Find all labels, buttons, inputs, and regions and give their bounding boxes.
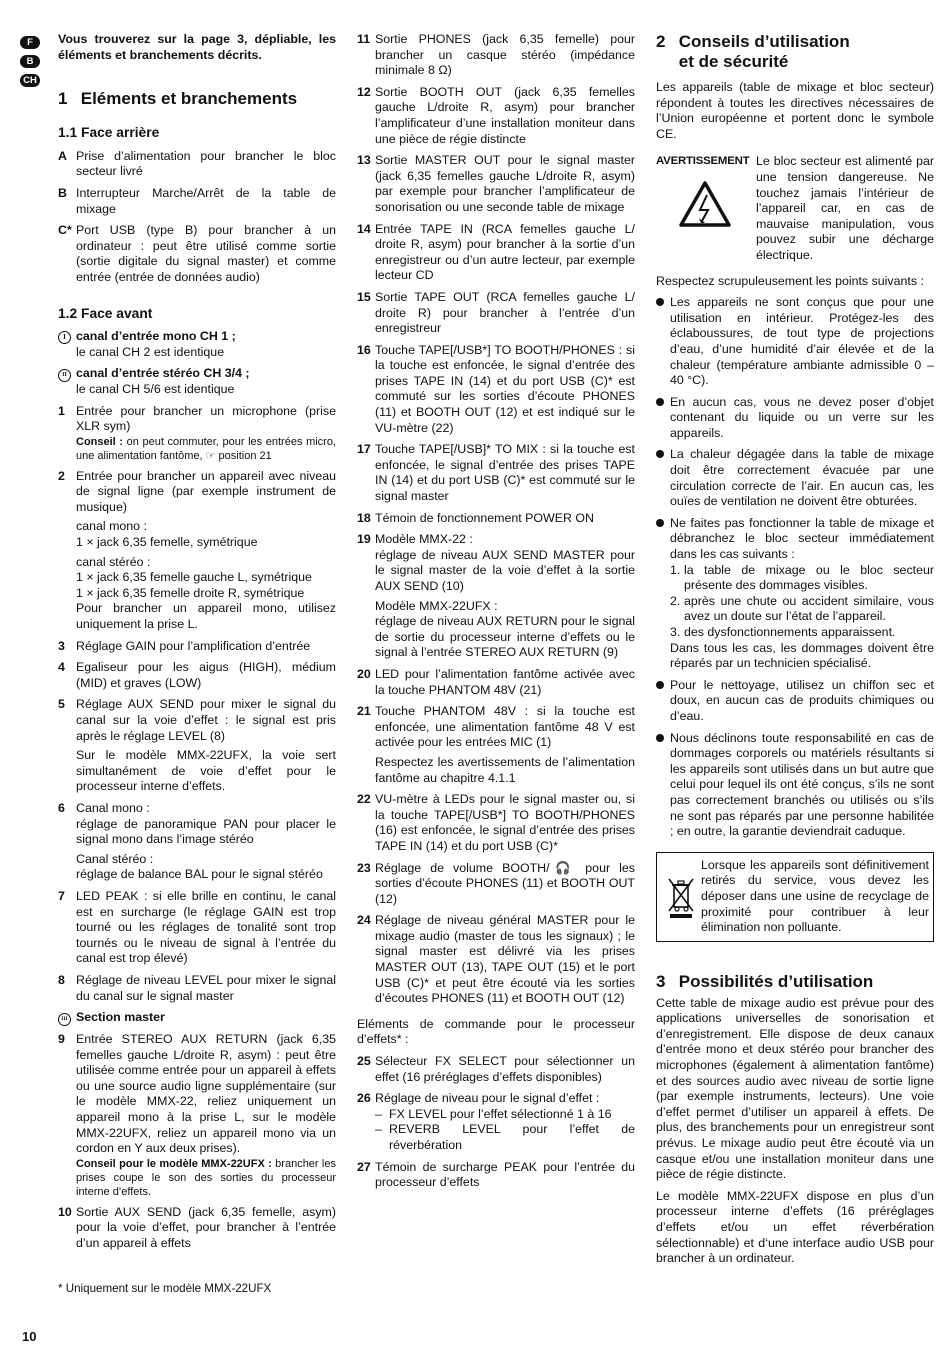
front-item-12: 12 Sortie BOOTH OUT (jack 6,35 femelles gauche L/droite R, asym) pour brancher l’amplificateur d’une installation moniteur dans une pièce de régie distincte [357, 84, 635, 146]
safety-bullet-4: Ne faites pas fonctionner la table de mixage et débranchez le bloc secteur immédiatement dans les cas suivants : 1. la table de mixage ou le bloc secteur présente des dommages visibles. 2. après une chute ou accident similaire, vous avez un doute sur l’état de l’appareil. 3. des dysfonctionnements apparaissent. Dans tous les cas, les dommages doivent être réparés par un technicien spécialisé. [656, 516, 934, 672]
front-item-2: 2 Entrée pour brancher un appareil avec niveau de signal ligne (par exemple instrument de musique) canal mono : 1 × jack 6,35 femelle, symétrique canal stéréo : 1 × jack 6,35 femelle gauche L, symétrique 1 × jack 6,35 femelle droite R, symétrique Pour brancher un appareil mono, utilisez uniquement la prise L. [58, 468, 336, 632]
rear-item-b: B Interrupteur Marche/Arrêt de la table de mixage [58, 185, 336, 216]
section-1-2-heading: 1.2 Face avant [58, 305, 153, 321]
front-item-15: 15 Sortie TAPE OUT (RCA femelles gauche L/ droite R) pour brancher à l’entrée d’un enregistreur [357, 289, 635, 336]
warning-box [656, 154, 934, 263]
section-3-paragraph-2: Le modèle MMX-22UFX dispose en plus d’un processeur interne d’effets (16 préréglages d’effets et/ou un effet réverbération sélectionnable) et d‘une interface audio USB pour brancher à un ordinateur. [656, 1188, 934, 1266]
front-item-3: 3 Réglage GAIN pour l’amplification d’entrée [58, 638, 311, 653]
section-3-heading [656, 972, 934, 992]
dash-item: – FX LEVEL pour l’effet sélectionné 1 à 16 [375, 1106, 612, 1121]
section-2-heading [656, 32, 934, 72]
column-3 [656, 32, 934, 1273]
fx-intro: Eléments de commande pour le processeur d’effets* : [357, 1016, 635, 1047]
language-tab-f: F [20, 36, 40, 49]
language-tab-ch: CH [20, 74, 40, 87]
respect-text: Respectez scrupuleusement les points suivants : [656, 273, 924, 288]
section-2-title: Conseils d’utilisation [678, 32, 850, 51]
front-item-18: 18 Témoin de fonctionnement POWER ON [357, 510, 594, 525]
front-item-6: 6 Canal mono : réglage de panoramique PAN pour placer le signal mono dans l’image stéréo Canal stéréo : réglage de balance BAL pour le signal stéréo [58, 800, 336, 882]
item-1-note: Conseil : on peut commuter, pour les entrées micro, une alimentation fantôme, ☞ position 21 [76, 435, 337, 462]
warning-label: AVERTISSEMENT [656, 155, 750, 168]
safety-bullet-5: Pour le nettoyage, utilisez un chiffon sec et doux, en aucun cas de produits chimiques ou d’eau. [656, 678, 934, 725]
front-item-5: 5 Réglage AUX SEND pour mixer le signal du canal sur la voie d’effet : le signal est pris après le réglage LEVEL (8) Sur le modèle MMX-22UFX, la voie sert simultanément de voie d’effet pour le processeur interne d’effets. [58, 697, 336, 794]
front-item-7: 7 LED PEAK : si elle brille en continu, le canal est en surcharge (le réglage GAIN est trop tourné ou les réglages de tonalité sont trop tournés ou le niveau de signal à l’entrée du canal est trop élevé) [58, 888, 336, 966]
language-tabs [20, 36, 40, 93]
dash-item: – REVERB LEVEL pour l’effet de réverbération [375, 1122, 635, 1152]
front-item-10: 10 Sortie AUX SEND (jack 6,35 femelle, asym) pour la voie d’effet, pour brancher à l’entrée d’un appareil à effets [58, 1204, 336, 1251]
front-item-22: 22 VU-mètre à LEDs pour le signal master ou, si la touche TAPE[/USB*] TO BOOTH/PHONES (16) est enfoncée, le signal d’entrée des prises TAPE IN (14) et du port USB (C)* [357, 792, 635, 853]
front-item-8: 8 Réglage de niveau LEVEL pour mixer le signal du canal sur le signal master [58, 972, 336, 1003]
section-1-1-heading: 1.1 Face arrière [58, 125, 160, 141]
front-item-27: 27 Témoin de surcharge PEAK pour l’entrée du processeur d’effets [357, 1159, 635, 1190]
footnote: * Uniquement sur le modèle MMX-22UFX [58, 1282, 272, 1295]
front-item-26: 26 Réglage de niveau pour le signal d’effet : – FX LEVEL pour l’effet sélectionné 1 à 16 – REVERB LEVEL pour l’effet de réverbération [357, 1091, 635, 1152]
section-2-number: 2 [656, 32, 666, 51]
front-item-4: 4 Egaliseur pour les aigus (HIGH), médium (MID) et graves (LOW) [58, 660, 336, 690]
roman-1-icon: I [58, 331, 71, 344]
column-2 [357, 32, 635, 1197]
section-2-title-line2: et de sécurité [678, 52, 789, 71]
front-item-25: 25 Sélecteur FX SELECT pour sélectionner un effet (16 préréglages d’effets disponibles) [357, 1054, 635, 1084]
group-mono-channel: I canal d’entrée mono CH 1 ; le canal CH 2 est identique [58, 329, 336, 360]
list-item: 2. après une chute ou accident similaire, vous avez un doute sur l’état de l’appareil. [670, 593, 934, 624]
intro-text: Vous trouverez sur la page 3, dépliable, les éléments et branchements décrits. [58, 32, 336, 62]
rear-item-c: C* Port USB (type B) pour brancher à un ordinateur : peut être utilisé comme sortie (sortie digitale du signal master) et comme entrée (entrée de données audio) [58, 223, 336, 284]
front-item-14: 14 Entrée TAPE IN (RCA femelles gauche L/ droite R, asym) pour brancher à la sortie d’un enregistreur ou d’un autre lecteur, par exemple lecteur CD [357, 221, 635, 283]
safety-bullet-6: Nous déclinons toute responsabilité en cas de dommages corporels ou matériels résultants si les appareils sont utilisés dans un but autre que celui pour lequel ils ont été conçus, s’ils ne sont pas correctement branchés ou utilisés ou s’ils ne sont pas réparés par une personne habilitée ; en outre, la garantie deviendrait caduque. [656, 731, 934, 840]
group-stereo-channel: II canal d’entrée stéréo CH 3/4 ; le canal CH 5/6 est identique [58, 366, 336, 397]
column-1 [58, 32, 336, 1258]
front-item-23: 23 Réglage de volume BOOTH/🎧 pour les sorties d’écoute PHONES (11) et BOOTH OUT (12) [357, 860, 635, 906]
section-3-number: 3 [656, 971, 666, 991]
safety-bullet-1: Les appareils ne sont conçus que pour une utilisation en intérieur. Protégez-les des éclaboussures, de tout type de projections d’eau, d’une humidité d’air élevée et de la chaleur (température ambiante admissible 0 – 40 °C). [656, 295, 934, 389]
front-item-11: 11 Sortie PHONES (jack 6,35 femelle) pour brancher un casque stéréo (impédance minimale 8 Ω) [357, 32, 635, 78]
list-item: 3. des dysfonctionnements apparaissent. [670, 625, 896, 639]
page-number: 10 [22, 1329, 37, 1344]
weee-bin-icon [666, 875, 696, 919]
front-item-1: 1 Entrée pour brancher un microphone (prise XLR sym) Conseil : on peut commuter, pour les entrées micro, une alimentation fantôme, ☞ position 21 [58, 403, 337, 462]
conformity-text: Les appareils (table de mixage et bloc secteur) répondent à toutes les directives nécessaires de l’Union européenne et portent donc le symbole CE. [656, 80, 934, 141]
safety-bullet-2: En aucun cas, vous ne devez poser d’objet contenant du liquide ou un verre sur les appareils. [656, 395, 934, 442]
rear-item-a: A Prise d’alimentation pour brancher le bloc secteur livré [58, 148, 336, 179]
electric-hazard-icon [678, 180, 732, 228]
front-item-13: 13 Sortie MASTER OUT pour le signal master (jack 6,35 femelles gauche L/droite R, asym) par exemple pour brancher l’amplificateur de sonorisation ou une seconde table de mixage [357, 153, 635, 214]
front-item-17: 17 Touche TAPE[/USB]* TO MIX : si la touche est enfoncée, le signal d’entrée des prises TAPE IN (14) et du port USB (C)* est commuté sur le signal master [357, 442, 635, 504]
group-master-section: III Section master [58, 1010, 336, 1026]
section-1-title: Eléments et branchements [80, 89, 298, 109]
roman-3-icon: III [58, 1013, 71, 1026]
safety-bullet-3: La chaleur dégagée dans la table de mixage doit être correctement évacuée par une circulation correcte de l’air. En aucun cas, les ouïes de ventilation ne doivent être obturées. [656, 447, 934, 509]
section-1-number: 1 [58, 89, 68, 109]
section-3-paragraph-1: Cette table de mixage audio est prévue pour des applications universelles de sonorisation et d’enregistrement. Elle dispose de deux canaux d’entrée mono et deux stéréo pour brancher des microphones (également à alimentation fantôme) et des sources audio avec niveau de sortie ligne (par exemple instruments, lecteurs). Une voie d’effet permet d’utiliser un appareil à effets. De plus, des branchements pour un enregistreur sont prévus. Le mixage audio peut être écouté via un casque et/ou une installation moniteur dans une pièce de régie distincte. [656, 995, 934, 1182]
front-item-16: 16 Touche TAPE[/USB*] TO BOOTH/PHONES : si la touche est enfoncée, le signal d’entrée des prises TAPE IN (14) et du port USB (C)* est commuté sur les sorties d’écoute PHONES (11) et BOOTH OUT (12) et est indiqué sur le VU-mètre (22) [357, 342, 635, 435]
recycling-text: Lorsque les appareils sont définitivement retirés du service, vous devez les déposer dans une usine de recyclage de proximité pour contribuer à leur élimination non polluante. [701, 857, 929, 935]
list-item: 1. la table de mixage ou le bloc secteur présente des dommages visibles. [670, 562, 934, 593]
front-item-9: 9 Entrée STEREO AUX RETURN (jack 6,35 femelles gauche L/droite R, asym) : peut être utilisée comme entrée pour un appareil à effets ou une source audio ligne supplémentaire (sur le modèle MMX-22, reliez uniquement un appareil mono à la prise L, sur le modèle MMX-22UFX, reliez un appareil mono via un cordon en Y aux deux prises). Conseil pour le modèle MMX-22UFX : brancher les prises coupe le son des sorties du processeur interne d’effets. [58, 1032, 336, 1198]
front-item-20: 20 LED pour l’alimentation fantôme activée avec la touche PHANTOM 48V (21) [357, 666, 635, 697]
section-1-heading [58, 89, 336, 109]
front-item-24: 24 Réglage de niveau général MASTER pour le mixage audio (master de tous les signaux) ; le signal master est délivré via les prises MASTER OUT (13), TAPE OUT (15) et le port USB (C)* et peut être écouté via les sorties d’écoutes PHONES (11) et BOOTH OUT (12) [357, 913, 635, 1006]
front-item-19: 19 Modèle MMX-22 : réglage de niveau AUX SEND MASTER pour le signal master de la voie d’effet à la sortie AUX SEND (10) Modèle MMX-22UFX : réglage de niveau AUX RETURN pour le signal de sortie du processeur interne d’effets ou le signal à l’entrée STEREO AUX RETURN (9) [357, 532, 635, 660]
section-3-title: Possibilités d’utilisation [678, 971, 874, 991]
recycling-box [656, 852, 934, 942]
roman-2-icon: II [58, 369, 71, 382]
warning-text: Le bloc secteur est alimenté par une tension dangereuse. Ne touchez jamais l’intérieur de l’appareil car, en cas de mauvaise manipulation, vous pouvez subir une décharge électrique. [756, 154, 934, 262]
language-tab-b: B [20, 55, 40, 68]
front-item-21: 21 Touche PHANTOM 48V : si la touche est enfoncée, une alimentation fantôme 48 V est activée pour les entrées MIC (1) Respectez les avertissements de l’alimentation fantôme au chapitre 4.1.1 [357, 704, 635, 785]
